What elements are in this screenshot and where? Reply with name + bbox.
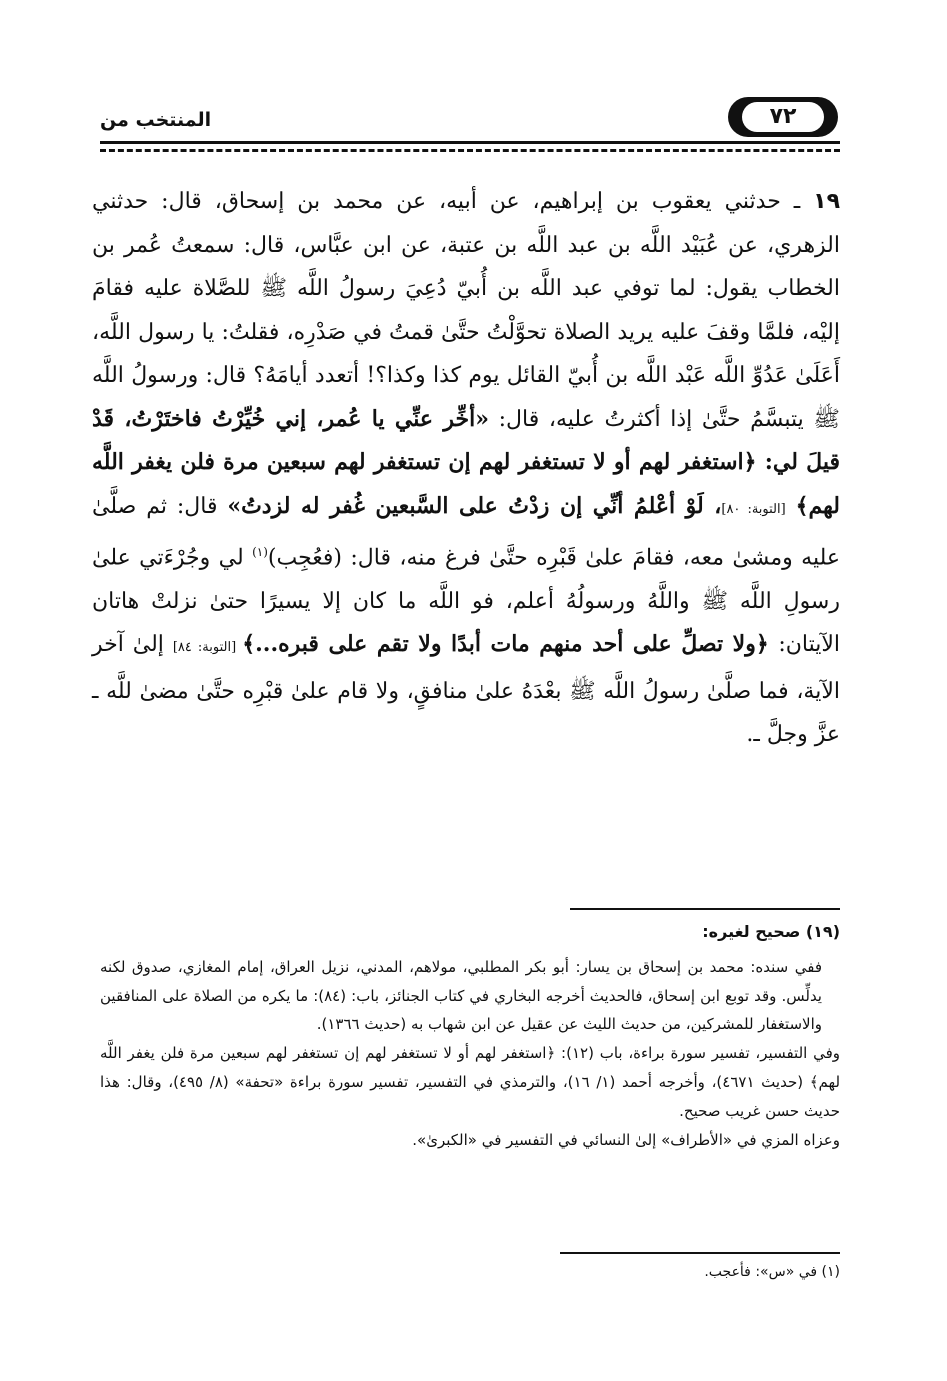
page-number-badge xyxy=(728,97,838,137)
narration-text-2: قال: ثم صلَّىٰ عليه ومشىٰ معه، فقامَ علىٰ قَبْرِه حتَّىٰ فرغ منه، قال: (فعُجِب) xyxy=(92,493,840,571)
hadith-number: ١٩ xyxy=(813,189,841,214)
takhrij-notes xyxy=(100,918,840,1154)
hadith-grade: (١٩) صحيح لغيره: xyxy=(702,922,840,941)
header-rule xyxy=(100,141,840,144)
note-paragraph-2: وفي التفسير، تفسير سورة براءة، باب (١٢): ﴿استغفر لهم أو لا تستغفر لهم إن تستغفر لهم سبعين مرة فلن يغفر اللَّه لهم﴾ (حديث ٤٦٧١)، وأخرجه أحمد (١/ ١٦)، والترمذي في التفسير، تفسير سورة براءة «تحفة» (٨/ ٤٩٥)، وقال: هذا حديث حسن غريب صحيح. xyxy=(100,1044,841,1120)
footnote: (١) في «س»: فأعجب. xyxy=(704,1264,840,1280)
quran-verse: ﴿ولا تصلِّ على أحد منهم مات أبدًا ولا تقم على قبره...﴾ xyxy=(242,631,779,658)
running-title: المنتخب من xyxy=(100,109,212,131)
narration-text: ـ حدثني يعقوب بن إبراهيم، عن أبيه، عن محمد بن إسحاق، قال: حدثني الزهري، عن عُبَيْد اللَّه بن عبد اللَّه بن عتبة، عن ابن عبَّاس، قال: سمعتُ عُمر بن الخطاب يقول: لما توفي عبد اللَّه بن أُبيّ دُعِيَ رسولُ اللَّه ﷺ للصَّلاة عليه فقامَ إليْه، فلمَّا وقفَ عليه يريد الصلاة تحوَّلْتُ حتَّىٰ قمتُ في صَدْرِه، فقلتُ: يا رسول اللَّه، أَعَلَىٰ عَدُوِّ اللَّه عَبْد اللَّه بن أُبيّ القائل يوم كذا وكذا؟! أتعدد أيامَهُ؟ قال: ورسولُ اللَّه ﷺ يتبسَّمُ حتَّىٰ إذا أكثرتُ عليه، قال: xyxy=(92,189,840,432)
notes-separator xyxy=(570,908,840,910)
quran-reference-2: [التوبة: ٨٤] xyxy=(172,640,243,656)
footnote-separator xyxy=(560,1252,840,1254)
narration-text-4: إلىٰ آخر الآية، فما صلَّىٰ رسولُ اللَّه ﷺ بعْدَهُ علىٰ منافقٍ، ولا قام علىٰ قبْرِه حتَّىٰ مضىٰ للَّه ـ عزَّ وجلَّ ـ. xyxy=(92,632,840,748)
page-header xyxy=(100,95,840,145)
quran-reference-1: [التوبة: ٨٠] xyxy=(721,501,786,517)
narration-text-3: لي وجُرْءَتي علىٰ رسولِ اللَّه ﷺ واللَّهُ ورسولُهُ أعلم، فو اللَّه ما كان إلا يسيرًا حتىٰ نزلتْ هاتان الآيتان: xyxy=(92,545,841,658)
note-paragraph-1: ففي سنده: محمد بن إسحاق بن يسار: أبو بكر المطلبي، مولاهم، المدني، نزيل العراق، إمام المغازي، صدوق لكنه يدلِّس. وقد توبع ابن إسحاق، فالحديث أخرجه البخاري في كتاب الجنائز، باب: (٨٤): ما يكره من الصلاة على المنافقين والاستغفار للمشركين، من حديث الليث عن عقيل عن ابن شهاب به (حديث ١٣٦٦). xyxy=(100,957,822,1034)
hadith-paragraph xyxy=(92,180,840,757)
prophet-quote: «أخِّر عنِّي يا عُمر، إني خُيِّرْتُ فاختَرْتُ، قَدْ قيلَ لي: ﴿استغفر لهم أو لا تستغفر لهم إن تستغفر لهم سبعين مرة فلن يغفر اللَّه لهم﴾ xyxy=(92,405,840,519)
prophet-quote-cont: ، لَوْ أعْلمُ أنِّي إن زدْتُ على السَّبعين غُفر له لزدتُ» xyxy=(227,492,722,519)
header-dashed-rule xyxy=(100,149,840,152)
note-paragraph-3: وعزاه المزي في «الأطراف» إلىٰ النسائي في التفسير في «الكبرىٰ». xyxy=(412,1130,840,1149)
footnote-marker: (١) xyxy=(252,545,268,559)
page-number: ٧٢ xyxy=(742,102,824,132)
hadith-text xyxy=(92,180,840,757)
